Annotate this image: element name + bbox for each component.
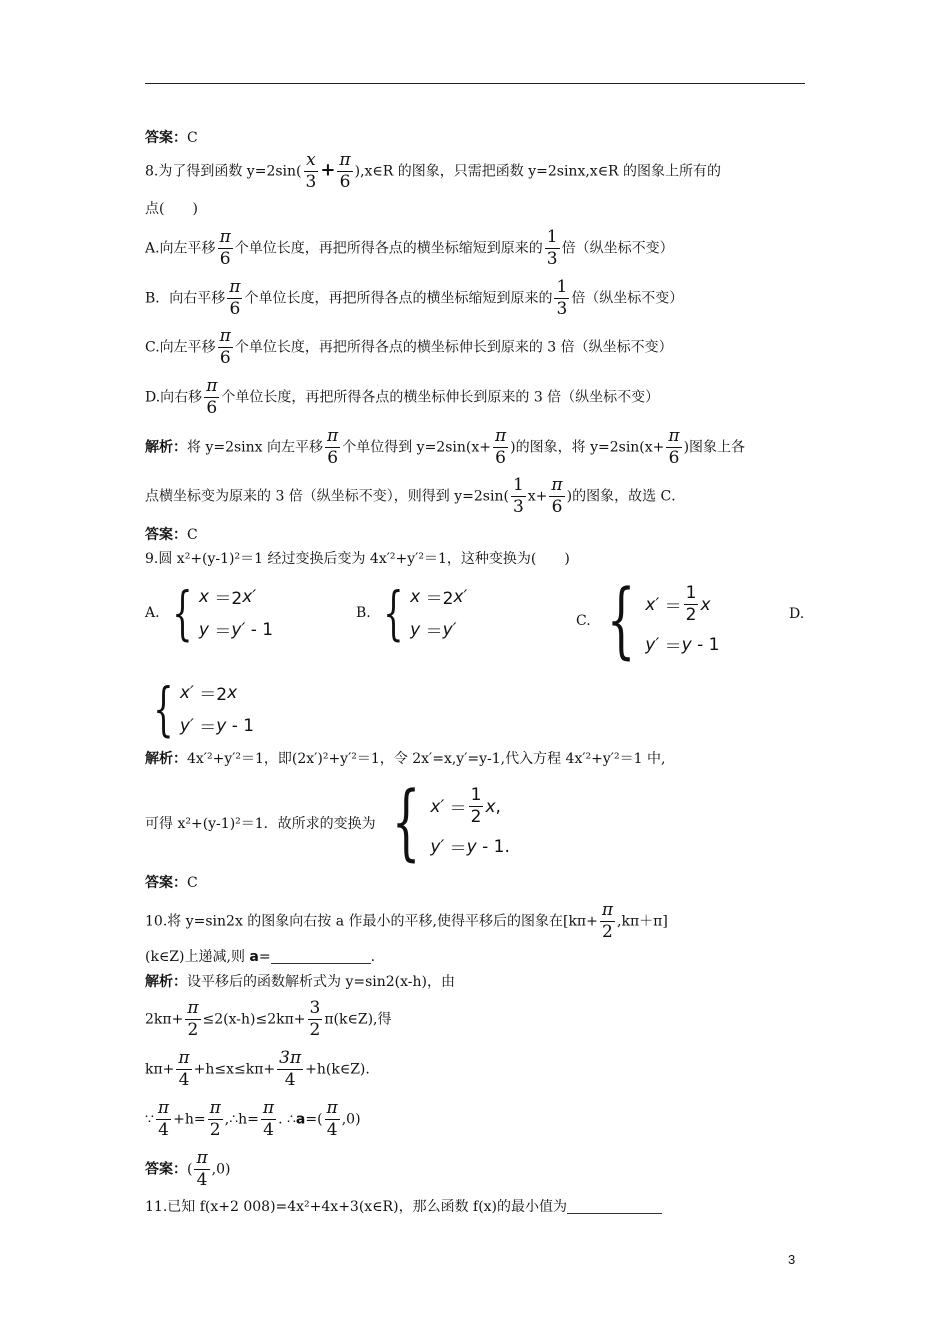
page-number: 3 (788, 1252, 796, 1267)
answer-8: 答案：C (145, 527, 198, 543)
q9-option-a: A. { x ＝2 x′ y ＝ y′ - 1 (145, 579, 274, 647)
q10-stem-cont: (k∈Z)上递减,则 a= . (145, 949, 376, 965)
q8-analysis-line2: 点横坐标变为原来的 3 倍（纵坐标不变），则得到 y=2sin( $\frac{1}{3}$ x+ $\frac{\pi}{6}$ )的图象，故选 C． (145, 475, 686, 517)
answer-10: 答案：( $\frac{\pi}{4}$ ,0) (145, 1148, 231, 1190)
frac-pi-over-6: $\frac{\pi}{6}$ (339, 150, 351, 192)
q10-stem: 10.将 y=sin2x 的图象向右按 a 作最小的平移,使得平移后的图象在[kπ+ $\frac{\pi}{2}$ ,kπ＋π] (145, 900, 668, 942)
q9-option-d-system: { x′ ＝2 x y′ ＝ y - 1 (153, 675, 255, 743)
q9-option-b: B. { x ＝2 x′ y ＝ y′ (356, 579, 468, 647)
q8-stem-cont: 点( ) (145, 201, 198, 217)
q8-option-d: D.向右移 $\frac{\pi}{6}$ 个单位长度，再把所得各点的横坐标伸长到原来的 3 倍（纵坐标不变） (145, 376, 660, 418)
q10-analysis-line4: ∵ $\frac{\pi}{4}$ +h= $\frac{\pi}{2}$ ,∴h= $\frac{\pi}{4}$ . ∴a=( $\frac{\pi}{4}$ ,0) (145, 1098, 361, 1140)
answer-label: 答案： (145, 130, 187, 146)
q8-option-c: C.向左平移 $\frac{\pi}{6}$ 个单位长度，再把所得各点的横坐标伸长到原来的 3 倍（纵坐标不变） (145, 326, 673, 368)
q9-option-c: C. { x′ ＝ 1 2 x y′ ＝ y - 1 (576, 573, 720, 668)
q9-stem: 9.圆 x²+(y-1)²＝1 经过变换后变为 4x′²+y′²＝1，这种变换为( ) (145, 551, 570, 567)
q10-analysis-line1: 解析：设平移后的函数解析式为 y=sin2(x-h)，由 (145, 974, 455, 990)
q8-stem: 8.为了得到函数 y=2sin( $\frac{x}{3}$ + $\frac{\pi}{6}$ ),x∈R 的图象，只需把函数 y=2sinx,x∈R 的图象上所有的 (145, 150, 722, 192)
q11-answer-blank[interactable] (567, 1213, 662, 1214)
q9-analysis-line1: 解析：4x′²+y′²＝1，即(2x′)²+y′²＝1，令 2x′=x,y′=y-1,代入方程 4x′²+y′²＝1 中, (145, 751, 666, 767)
q11-stem: 11.已知 f(x+2 008)=4x²+4x+3(x∈R)，那么函数 f(x)的最小值为 (145, 1200, 662, 1214)
frac-x-over-3: $\frac{x}{3}$ (305, 150, 317, 192)
q10-analysis-line2: 2kπ+ $\frac{\pi}{2}$ ≤2(x-h)≤2kπ+ $\frac{3}{2}$ π(k∈Z),得 (145, 998, 392, 1040)
q10-answer-blank[interactable] (271, 963, 371, 964)
q8-option-a: A.向左平移 $\frac{\pi}{6}$ 个单位长度，再把所得各点的横坐标缩短到原来的 $\frac{1}{3}$ 倍（纵坐标不变） (145, 227, 674, 269)
q9-analysis-line2: 可得 x²+(y-1)²＝1．故所求的变换为 { x′ ＝ 1 2 x , y′ ＝ y - 1 . (145, 775, 510, 870)
answer-9: 答案：C (145, 875, 198, 891)
q8-option-b: B．向右平移 $\frac{\pi}{6}$ 个单位长度，再把所得各点的横坐标缩短到原来的 $\frac{1}{3}$ 倍（纵坐标不变） (145, 277, 684, 319)
answer-7: 答案：C (145, 130, 198, 146)
q9-option-d-label: D. (789, 606, 805, 622)
q10-analysis-line3: kπ+ $\frac{\pi}{4}$ +h≤x≤kπ+ $\frac{3\pi}{4}$ +h(k∈Z). (145, 1048, 370, 1090)
header-rule (145, 83, 805, 84)
q8-analysis-line1: 解析：将 y=2sinx 向左平移 $\frac{\pi}{6}$ 个单位得到 y=2sin(x+ $\frac{\pi}{6}$ )的图象，将 y=2sin(x+ $\frac{\pi}{6}$ )图象上各 (145, 426, 746, 468)
